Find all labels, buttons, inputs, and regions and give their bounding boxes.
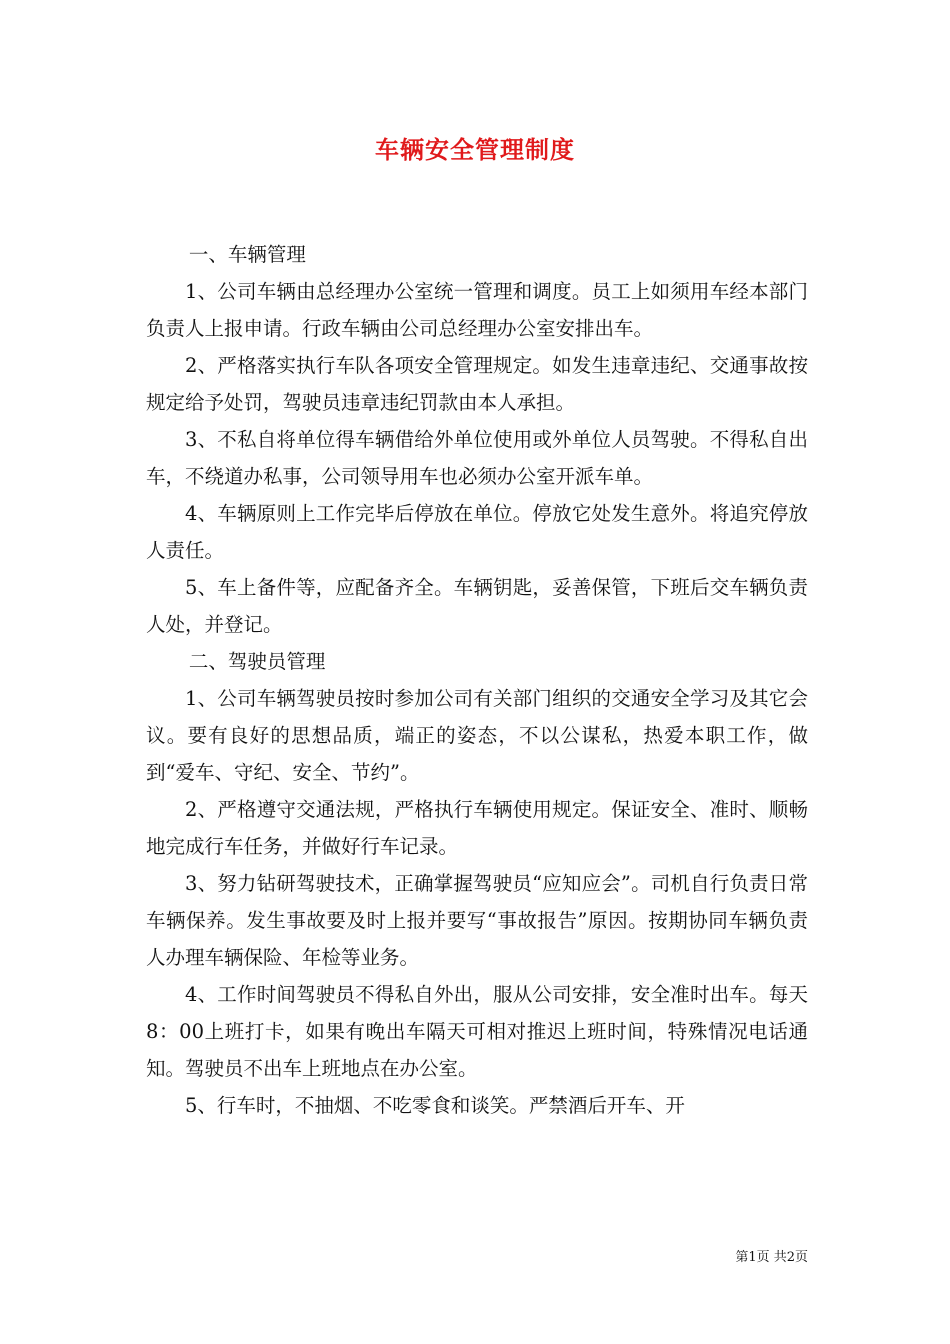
paragraph: 5、行车时，不抽烟、不吃零食和谈笑。严禁酒后开车、开 <box>185 1094 685 1117</box>
paragraph: 5、车上备件等，应配备齐全。车辆钥匙，妥善保管，下班后交车辆负责人处，并登记。 <box>146 576 808 636</box>
paragraph: 3、努力钻研驾驶技术，正确掌握驾驶员“应知应会”。司机自行负责日常车辆保养。发生事故要及时上报并要写“事故报告”原因。按期协同车辆负责人办理车辆保险、年检等业务。 <box>146 872 808 969</box>
document-title: 车辆安全管理制度 <box>375 135 575 164</box>
paragraph: 1、公司车辆驾驶员按时参加公司有关部门组织的交通安全学习及其它会议。要有良好的思想品质，端正的姿态，不以公谋私，热爱本职工作，做到“爱车、守纪、安全、节约”。 <box>146 687 808 784</box>
section-heading: 一、车辆管理 <box>188 243 306 266</box>
paragraph: 4、车辆原则上工作完毕后停放在单位。停放它处发生意外。将追究停放人责任。 <box>146 502 808 562</box>
paragraph: 4、工作时间驾驶员不得私自外出，服从公司安排，安全准时出车。每天8：00上班打卡，如果有晚出车隔天可相对推迟上班时间，特殊情况电话通知。驾驶员不出车上班地点在办公室。 <box>146 983 808 1080</box>
paragraph: 2、严格遵守交通法规，严格执行车辆使用规定。保证安全、准时、顺畅地完成行车任务，并做好行车记录。 <box>146 798 808 858</box>
paragraph: 1、公司车辆由总经理办公室统一管理和调度。员工上如须用车经本部门负责人上报申请。行政车辆由公司总经理办公室安排出车。 <box>146 280 808 340</box>
document-body <box>146 236 808 1124</box>
paragraph: 2、严格落实执行车队各项安全管理规定。如发生违章违纪、交通事故按规定给予处罚，驾驶员违章违纪罚款由本人承担。 <box>146 354 808 414</box>
page-footer: 第1页 共2页 <box>735 1250 808 1265</box>
paragraph: 3、不私自将单位得车辆借给外单位使用或外单位人员驾驶。不得私自出车，不绕道办私事，公司领导用车也必须办公室开派车单。 <box>146 428 808 488</box>
section-heading: 二、驾驶员管理 <box>188 650 326 673</box>
